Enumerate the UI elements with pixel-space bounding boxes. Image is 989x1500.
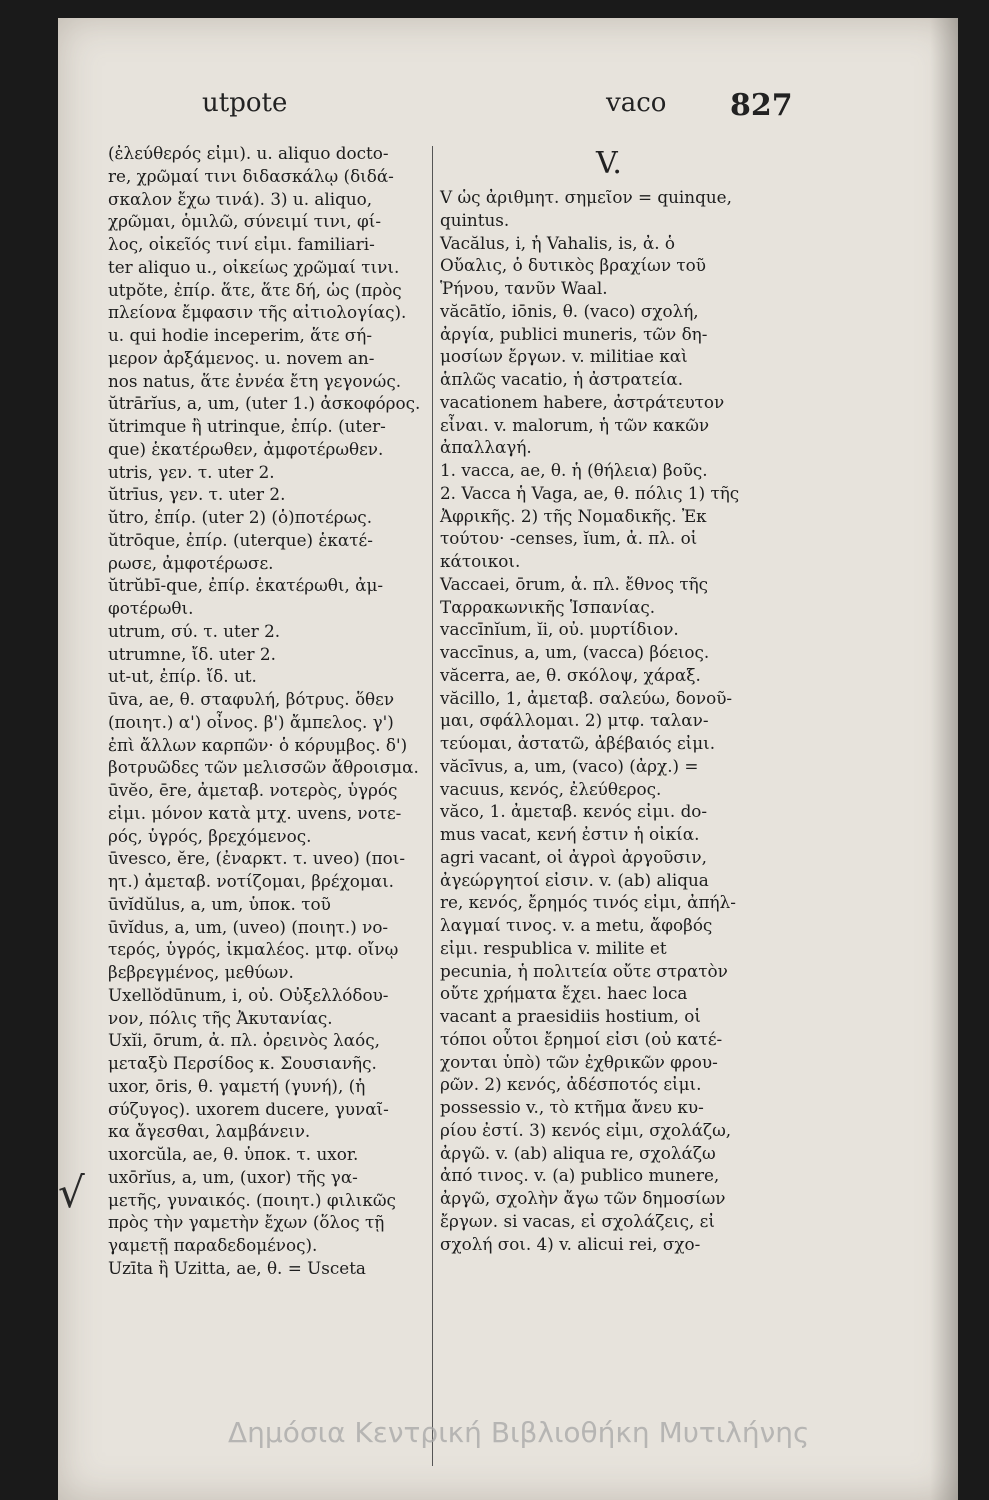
- entry-line: Ταρρακωνικῆς Ἱσπανίας.: [440, 596, 656, 617]
- entry-line: τούτου· -censes, ĭum, ἀ. πλ. οἱ: [440, 528, 698, 549]
- right-column-lines: [440, 186, 778, 1255]
- entry-line: uxorcŭla, ae, θ. ὑποκ. τ. uxor.: [108, 1144, 359, 1164]
- entry-line: utris, γεν. τ. uter 2.: [108, 461, 275, 482]
- entry-line: uxor, ōris, θ. γαμετή (γυνή), (ἡ: [108, 1075, 366, 1096]
- page-spine-shadow: [930, 18, 958, 1500]
- entry-line: văco, 1. ἀμεταβ. κενός εἰμι. do-: [440, 801, 708, 822]
- page-header: [58, 88, 958, 128]
- entry-line: μετῆς, γυναικός. (ποιητ.) φιλικῶς: [108, 1189, 396, 1210]
- entry-line: ρῶν. 2) κενός, ἀδέσποτός εἰμι.: [440, 1074, 702, 1095]
- entry-line: vaccīnus, a, um, (vacca) βόειος.: [440, 642, 710, 662]
- entry-line: Uxĭi, ōrum, ἀ. πλ. ὀρεινὸς λαός,: [108, 1030, 380, 1051]
- entry-line: vaccīnĭum, ĭi, οὐ. μυρτίδιον.: [440, 619, 679, 640]
- entry-line: χονται ὑπὸ) τῶν ἐχθρικῶν φρου-: [440, 1051, 718, 1072]
- column-divider: [432, 146, 433, 1466]
- entry-line: possessio v., τὸ κτῆμα ἄνευ κυ-: [440, 1097, 704, 1117]
- margin-check-mark: √: [58, 1168, 85, 1217]
- entry-line: ρός, ὑγρός, βρεχόμενος.: [108, 825, 312, 846]
- entry-line: ἀπό τινος. v. (a) publico munere,: [440, 1165, 720, 1186]
- entry-line: ρίου ἐστί. 3) κενός εἰμι, σχολάζω,: [440, 1119, 732, 1140]
- entry-line: vacationem habere, ἀστράτευτον: [440, 391, 725, 412]
- entry-line: εἰμι. μόνον κατὰ μτχ. uvens, νοτε-: [108, 802, 402, 823]
- entry-line: ter aliquo u., οἰκείως χρῶμαί τινι.: [108, 256, 400, 277]
- entry-line: κάτοικοι.: [440, 551, 521, 571]
- entry-line: σκαλον ἔχω τινά). 3) u. aliquo,: [108, 188, 373, 209]
- entry-line: (ἐλεύθερός εἰμι). u. aliquo docto-: [108, 143, 389, 163]
- entry-line: ἀργῶ, σχολὴν ἄγω τῶν δημοσίων: [440, 1188, 726, 1208]
- entry-line: re, χρῶμαί τινι διδασκάλῳ (διδά-: [108, 165, 394, 186]
- entry-line: σύζυγος). uxorem ducere, γυναῖ-: [108, 1098, 389, 1119]
- entry-line: Uzīta ἢ Uzitta, ae, θ. = Usceta: [108, 1257, 366, 1278]
- entry-line: vacuus, κενός, ἐλεύθερος.: [440, 778, 662, 799]
- entry-line: văcerra, ae, θ. σκόλοψ, χάραξ.: [440, 664, 701, 685]
- entry-line: ŭtrōque, ἐπίρ. (uterque) ἑκατέ-: [108, 529, 373, 550]
- entry-line: γαμετῇ παραδεδομένος).: [108, 1235, 318, 1255]
- entry-line: agri vacant, οἱ ἀγροὶ ἀργοῦσιν,: [440, 846, 707, 867]
- entry-line: σχολή σοι. 4) v. alicui rei, σχο-: [440, 1233, 701, 1254]
- left-column: [108, 142, 426, 1280]
- entry-line: quintus.: [440, 209, 510, 230]
- entry-line: văcīvus, a, um, (vaco) (ἀρχ.) =: [440, 755, 699, 776]
- entry-line: φοτέρωθι.: [108, 598, 194, 618]
- entry-line: utrumne, ἴδ. uter 2.: [108, 643, 276, 664]
- entry-line: ἀπαλλαγή.: [440, 437, 532, 458]
- entry-line: κα ἄγεσθαι, λαμβάνειν.: [108, 1121, 311, 1142]
- entry-line: ūvesco, ĕre, (ἐναρκτ. τ. uveo) (ποι-: [108, 848, 406, 869]
- entry-line: τερός, ὑγρός, ἰκμαλέος. μτφ. οἴνῳ: [108, 939, 399, 960]
- entry-line: utpŏte, ἐπίρ. ἅτε, ἅτε δή, ὡς (πρὸς: [108, 279, 402, 300]
- entry-line: ŭtrimque ἢ utrinque, ἐπίρ. (uter-: [108, 416, 386, 436]
- entry-line: ρωσε, ἀμφοτέρωσε.: [108, 552, 274, 573]
- entry-line: re, κενός, ἔρημός τινός εἰμι, ἀπήλ-: [440, 892, 736, 913]
- book-page: [58, 18, 958, 1500]
- entry-line: βεβρεγμένος, μεθύων.: [108, 962, 294, 982]
- entry-line: ūvĭdus, a, um, (uveo) (ποιητ.) νο-: [108, 916, 389, 937]
- entry-line: 2. Vacca ἡ Vaga, ae, θ. πόλις 1) τῆς: [440, 482, 740, 503]
- entry-line: μερον ἀρξάμενος. u. novem an-: [108, 347, 375, 368]
- entry-line: λος, οἰκεῖός τινί εἰμι. familiari-: [108, 234, 375, 254]
- entry-line: Uxellŏdūnum, i, οὐ. Οὐξελλόδου-: [108, 984, 389, 1005]
- entry-line: uxōrĭus, a, um, (uxor) τῆς γα-: [108, 1166, 358, 1187]
- entry-line: ἀργία, publici muneris, τῶν δη-: [440, 323, 708, 344]
- entry-line: Ῥήνου, τανῦν Waal.: [440, 278, 608, 298]
- entry-line: văcātĭo, iōnis, θ. (vaco) σχολή,: [440, 300, 699, 321]
- entry-line: Vacălus, i, ἡ Vahalis, is, ἀ. ὁ: [440, 232, 676, 253]
- right-column: [440, 142, 778, 1255]
- entry-line: ut-ut, ἐπίρ. ἴδ. ut.: [108, 666, 257, 687]
- entry-line: Ἀφρικῆς. 2) τῆς Νομαδικῆς. Ἐκ: [440, 505, 707, 526]
- entry-line: ἁπλῶς vacatio, ἡ ἀστρατεία.: [440, 369, 684, 389]
- page-number: 827: [730, 88, 793, 123]
- entry-line: vacant a praesidiis hostium, οἱ: [440, 1006, 701, 1026]
- entry-line: u. qui hodie inceperim, ἅτε σή-: [108, 325, 372, 345]
- entry-line: εἶναι. v. malorum, ἡ τῶν κακῶν: [440, 414, 710, 435]
- entry-line: πλείονα ἔμφασιν τῆς αἰτιολογίας).: [108, 302, 407, 323]
- entry-line: ἀργῶ. v. (ab) aliqua re, σχολάζω: [440, 1142, 716, 1163]
- section-letter: V.: [596, 146, 622, 181]
- entry-line: ἀγεώργητοί εἰσιν. v. (ab) aliqua: [440, 869, 709, 890]
- entry-line: mus vacat, κενή ἐστιν ἡ οἰκία.: [440, 824, 700, 844]
- entry-line: 1. vacca, ae, θ. ἡ (θήλεια) βοῦς.: [440, 460, 708, 480]
- entry-line: λαγμαί τινος. v. a metu, ἄφοβός: [440, 915, 713, 935]
- entry-line: βοτρυῶδες τῶν μελισσῶν ἄθροισμα.: [108, 757, 419, 778]
- entry-line: τόποι οὗτοι ἔρημοί εἰσι (οὐ κατέ-: [440, 1028, 723, 1049]
- entry-line: ūvĕo, ēre, ἀμεταβ. νοτερὸς, ὑγρός: [108, 780, 398, 800]
- entry-line: (ποιητ.) α') οἶνος. β') ἄμπελος. γ'): [108, 711, 394, 732]
- entry-line: ūva, ae, θ. σταφυλή, βότρυς. ὅθεν: [108, 689, 395, 709]
- entry-line: ητ.) ἀμεταβ. νοτίζομαι, βρέχομαι.: [108, 871, 395, 891]
- entry-line: pecunia, ἡ πολιτεία οὔτε στρατὸν: [440, 960, 728, 981]
- entry-line: văcillo, 1, ἀμεταβ. σαλεύω, δονοῦ-: [440, 687, 733, 708]
- entry-line: nos natus, ἅτε ἐννέα ἔτη γεγονώς.: [108, 370, 402, 391]
- entry-line: μεταξὺ Περσίδος κ. Σουσιανῆς.: [108, 1053, 377, 1073]
- right-guide-word: vaco: [606, 88, 667, 118]
- entry-line: Οὔαλις, ὁ δυτικὸς βραχίων τοῦ: [440, 255, 706, 276]
- entry-line: τεύομαι, ἀστατῶ, ἀβέβαιός εἰμι.: [440, 733, 716, 753]
- entry-line: que) ἑκατέρωθεν, ἀμφοτέρωθεν.: [108, 438, 384, 459]
- entry-line: ūvĭdŭlus, a, um, ὑποκ. τοῦ: [108, 893, 331, 914]
- entry-line: ŭtrārĭus, a, um, (uter 1.) ἀσκοφόρος.: [108, 393, 421, 414]
- entry-line: χρῶμαι, ὁμιλῶ, σύνειμί τινι, φί-: [108, 211, 382, 232]
- left-guide-word: utpote: [202, 88, 288, 118]
- entry-line: πρὸς τὴν γαμετὴν ἔχων (ὅλος τῇ: [108, 1212, 385, 1233]
- entry-line: οὔτε χρήματα ἔχει. haec loca: [440, 983, 688, 1004]
- entry-line: V ὡς ἀριθμητ. σημεῖον = quinque,: [440, 187, 732, 207]
- entry-line: εἰμι. respublica v. milite et: [440, 937, 667, 958]
- entry-line: ŭtrŭbī-que, ἐπίρ. ἑκατέρωθι, ἀμ-: [108, 575, 384, 596]
- library-watermark: Δημόσια Κεντρική Βιβλιοθήκη Μυτιλήνης: [228, 1416, 810, 1449]
- entry-line: νον, πόλις τῆς Ἀκυτανίας.: [108, 1007, 333, 1028]
- entry-line: μαι, σφάλλομαι. 2) μτφ. ταλαν-: [440, 710, 709, 731]
- entry-line: ŭtro, ἐπίρ. (uter 2) (ὁ)ποτέρως.: [108, 507, 373, 527]
- entry-line: ἔργων. si vacas, εἰ σχολάζεις, εἰ: [440, 1210, 715, 1231]
- entry-line: ŭtrīus, γεν. τ. uter 2.: [108, 484, 286, 505]
- entry-line: ἐπὶ ἄλλων καρπῶν· ὁ κόρυμβος. δ'): [108, 734, 408, 755]
- entry-line: Vaccaei, ōrum, ἀ. πλ. ἔθνος τῆς: [440, 573, 709, 594]
- entry-line: utrum, σύ. τ. uter 2.: [108, 620, 281, 641]
- entry-line: μοσίων ἔργων. v. militiae καὶ: [440, 346, 688, 367]
